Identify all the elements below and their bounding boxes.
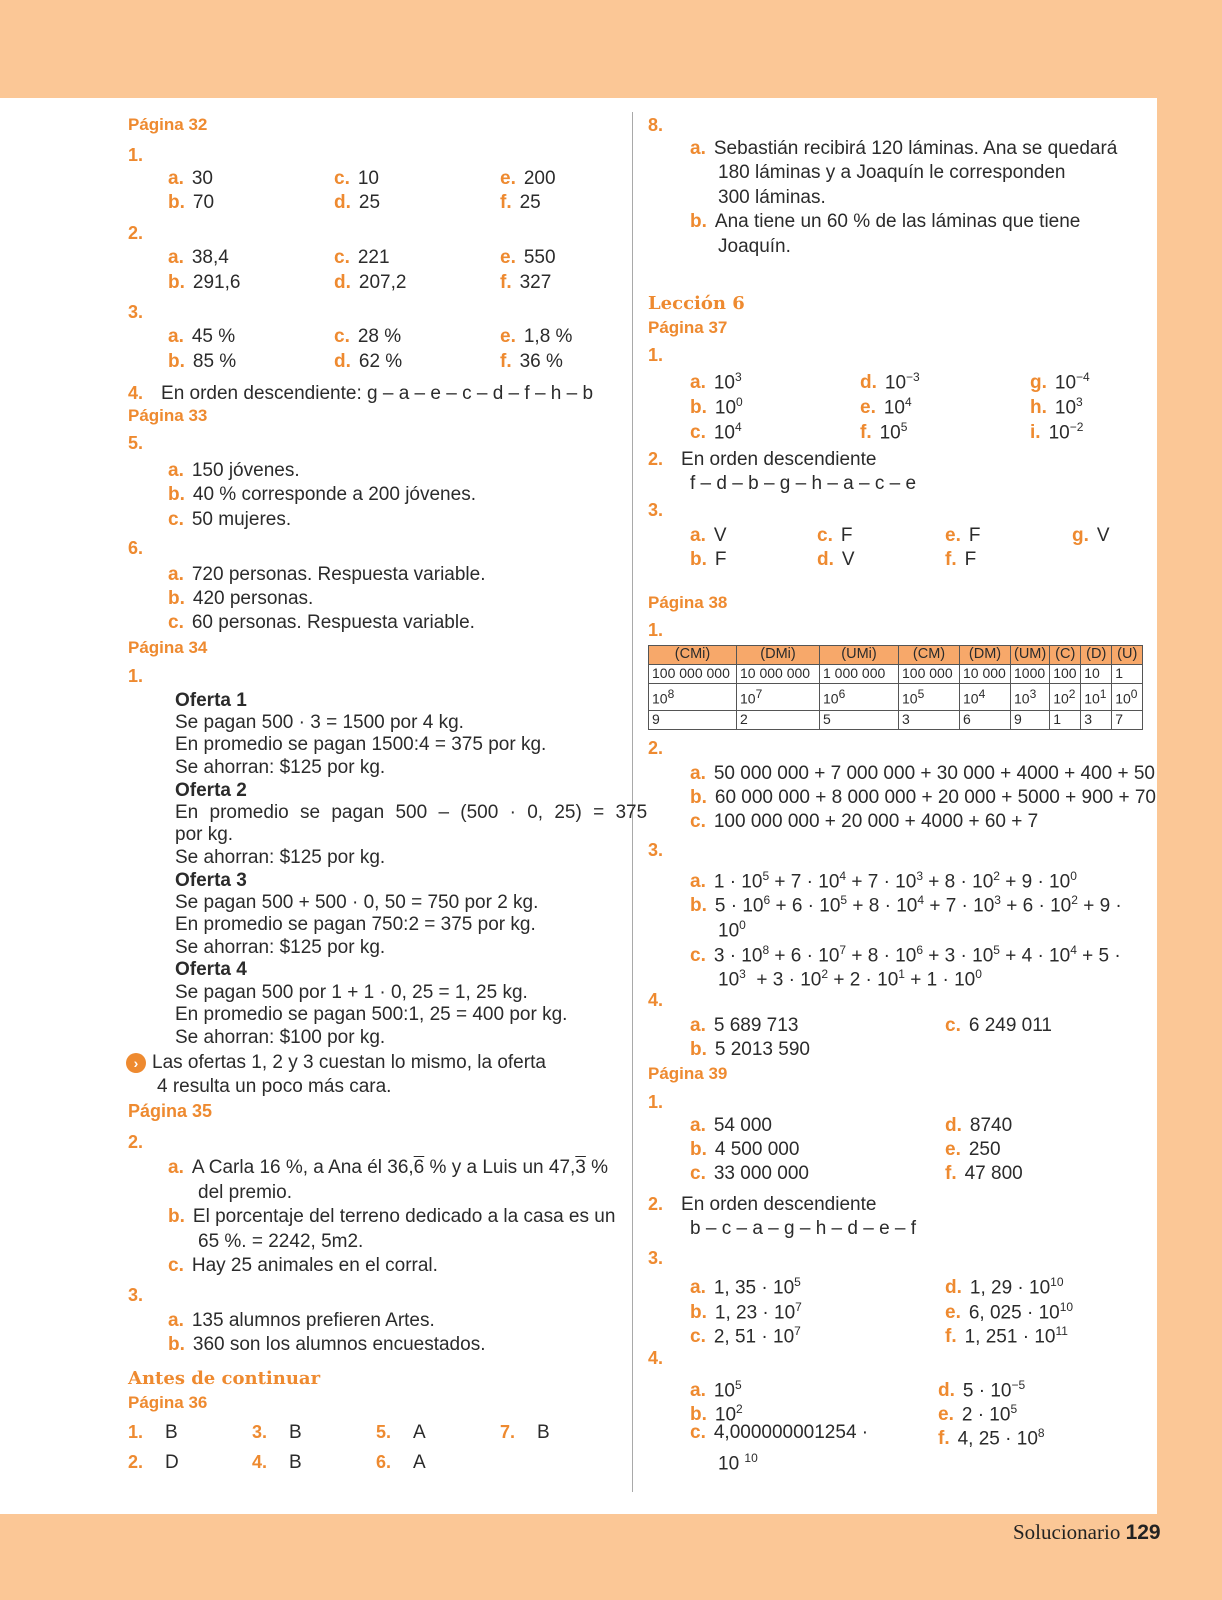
answer: f. 4, $25 \cdot 10^8$ — [938, 1426, 1045, 1450]
answer: a. Sebastián recibirá 120 láminas. Ana se quedará — [690, 138, 1118, 159]
offer-line: En promedio se pagan 750:2 = 375 por kg. — [175, 914, 536, 935]
offer-line: Se pagan 500 · 3 = 1500 por 4 kg. — [175, 712, 464, 733]
table-cell: 3 — [1081, 711, 1112, 730]
section-heading: Antes de continuar — [128, 1368, 321, 1389]
answer: c. 4,000000001254 · — [690, 1422, 869, 1443]
table-cell: 10 — [1081, 665, 1112, 684]
answer: d. $5 \cdot 10^{-5}$ — [938, 1378, 1026, 1402]
page-heading: Página 33 — [128, 406, 208, 425]
table-row — [649, 665, 1143, 684]
answer: a. 1, $35 \cdot 10^5$ — [690, 1275, 801, 1299]
offer-title: Oferta 3 — [175, 870, 247, 891]
answer: d. V — [817, 549, 855, 570]
answer: c. 33 000 000 — [690, 1163, 809, 1184]
offer-line: Se ahorran: $125 por kg. — [175, 757, 386, 778]
table-header-cell: (DM) — [960, 646, 1011, 665]
offer-line: Se pagan 500 por 1 + 1 · 0, 25 = 1, 25 kg. — [175, 982, 528, 1003]
table-cell: 9 — [1011, 711, 1050, 730]
question-number: 3. — [128, 1285, 144, 1305]
answer: f. F — [945, 549, 977, 570]
answer: a. 720 personas. Respuesta variable. — [168, 564, 486, 585]
answer: 6. A — [376, 1452, 426, 1473]
answer: a. 135 alumnos prefieren Artes. — [168, 1310, 435, 1331]
question-number: 5. — [128, 433, 144, 453]
answer: f. 327 — [500, 272, 552, 293]
answer: b. 40 % corresponde a 200 jóvenes. — [168, 484, 476, 505]
answer-line: f – d – b – g – h – a – c – e — [690, 473, 917, 494]
answer: 7. B — [500, 1422, 550, 1443]
table-cell: 6 — [960, 711, 1011, 730]
question-number: 4. — [648, 990, 664, 1010]
table-cell: $10^1$ — [1081, 684, 1112, 711]
table-cell: $10^2$ — [1050, 684, 1081, 711]
answer: e. 1,8 % — [500, 326, 573, 347]
answer-line: 65 %. = 2242, 5m2. — [198, 1231, 364, 1252]
answer-line: 300 láminas. — [718, 187, 826, 208]
answer: f. 36 % — [500, 351, 563, 372]
answer: d. 207,2 — [334, 272, 407, 293]
table-header-row — [649, 646, 1143, 665]
answer: b. 360 son los alumnos encuestados. — [168, 1334, 486, 1355]
answer: c. 10 — [334, 168, 379, 189]
answer: f. 1, $251 \cdot 10^{11}$ — [945, 1324, 1068, 1348]
answer-line: Joaquín. — [718, 236, 791, 257]
question-number: 1. — [128, 145, 144, 165]
question-number: 3. — [648, 500, 664, 520]
answer: b. El porcentaje del terreno dedicado a la casa es un — [168, 1206, 616, 1227]
table-cell: 100 000 000 — [649, 665, 737, 684]
answer: f. $10^5$ — [860, 420, 908, 444]
page-heading: Página 36 — [128, 1393, 208, 1412]
offer-line: Se ahorran: $125 por kg. — [175, 937, 386, 958]
answer-line: del premio. — [198, 1182, 292, 1203]
offer-line: Se ahorran: $100 por kg. — [175, 1027, 386, 1048]
question-number: 6. — [128, 538, 144, 558]
page-heading: Página 38 — [648, 593, 728, 612]
lesson-heading: Lección 6 — [648, 293, 745, 314]
table-header-cell: (C) — [1050, 646, 1081, 665]
answer: a. 50 000 000 + 7 000 000 + 30 000 + 4000 + 400 + 50 — [690, 763, 1155, 784]
answer: 2. En orden descendiente — [648, 449, 877, 470]
answer: c. 6 249 011 — [945, 1015, 1052, 1036]
answer: a. 54 000 — [690, 1115, 772, 1136]
offer-title: Oferta 4 — [175, 959, 247, 980]
answer: b. Ana tiene un 60 % de las láminas que tiene — [690, 211, 1081, 232]
answer: i. $10^{-2}$ — [1030, 420, 1084, 444]
answer: 1. B — [128, 1422, 178, 1443]
question-number: 2. — [128, 223, 144, 243]
table-cell: 1 000 000 — [820, 665, 899, 684]
question-number: 3. — [648, 1248, 664, 1268]
answer: b. 291,6 — [168, 272, 241, 293]
answer: b. 1, $23 \cdot 10^7$ — [690, 1300, 802, 1324]
answer-line: 10 $^{10}$ — [718, 1451, 758, 1475]
answer: c. $10^4$ — [690, 420, 742, 444]
table-cell: 10 000 000 — [737, 665, 820, 684]
answer: b. $5 \cdot 10^6 + 6 \cdot 10^5 + 8 \cdot 10^4 + 7 \cdot 10^3 + 6 \cdot 10^2 + 9$ · — [690, 893, 1122, 917]
answer: 5. A — [376, 1422, 426, 1443]
page-footer — [1013, 1520, 1161, 1545]
answer: d. 1, $29 \cdot 10^{10}$ — [945, 1275, 1064, 1299]
answer: 3. B — [252, 1422, 302, 1443]
answer: c. $3 \cdot 10^8 + 6 \cdot 10^7 + 8 \cdot 10^6 + 3 \cdot 10^5 + 4 \cdot 10^4 + 5$ · — [690, 943, 1121, 967]
table-row — [649, 684, 1143, 711]
page-number: 129 — [1125, 1521, 1161, 1544]
table-header-cell: (U) — [1112, 646, 1143, 665]
arrow-right-icon: › — [126, 1053, 146, 1073]
answer: d. $10^{-3}$ — [860, 370, 920, 394]
answer: e. F — [945, 525, 981, 546]
answer: e. $2 \cdot 10^5$ — [938, 1402, 1018, 1426]
answer: 2. D — [128, 1452, 179, 1473]
question-number: 3. — [648, 840, 664, 860]
page-heading: Página 39 — [648, 1064, 728, 1083]
answer: a. 38,4 — [168, 247, 229, 268]
answer: 2. En orden descendiente — [648, 1194, 877, 1215]
answer: h. $10^3$ — [1030, 395, 1083, 419]
answer: b. 85 % — [168, 351, 237, 372]
table-header-cell: (DMi) — [737, 646, 820, 665]
answer-line: b – c – a – g – h – d – e – f — [690, 1218, 917, 1239]
table-cell: 1 — [1112, 665, 1143, 684]
question-number: 1. — [128, 666, 144, 686]
table-cell: 9 — [649, 711, 737, 730]
answer: a. 5 689 713 — [690, 1015, 799, 1036]
answer: c. 28 % — [334, 326, 402, 347]
answer: f. 25 — [500, 192, 541, 213]
page-heading: Página 37 — [648, 318, 728, 337]
answer: a. $10^5$ — [690, 1378, 742, 1402]
table-cell: $10^3$ — [1011, 684, 1050, 711]
answer: a. 150 jóvenes. — [168, 460, 300, 481]
offer-title: Oferta 1 — [175, 690, 247, 711]
table-header-cell: (UM) — [1011, 646, 1050, 665]
table-cell: $10^0$ — [1112, 684, 1143, 711]
answer: b. 5 2013 590 — [690, 1039, 810, 1060]
table-cell: 3 — [899, 711, 960, 730]
answer: e. 250 — [945, 1139, 1001, 1160]
footer-label: Solucionario — [1013, 1520, 1121, 1544]
question-number: 2. — [128, 1132, 144, 1152]
answer: b. 420 personas. — [168, 588, 314, 609]
answer: e. 6, $025 \cdot 10^{10}$ — [945, 1300, 1074, 1324]
table-cell: 5 — [820, 711, 899, 730]
answer-line: 180 láminas y a Joaquín le corresponden — [718, 162, 1066, 183]
table-cell: 10 000 — [960, 665, 1011, 684]
answer: c. 2, $51 \cdot 10^7$ — [690, 1324, 801, 1348]
question-number: 8. — [648, 115, 664, 135]
answer: b. $10^2$ — [690, 1402, 743, 1426]
answer: f. 47 800 — [945, 1163, 1023, 1184]
table-cell: 7 — [1112, 711, 1143, 730]
answer: c. 100 000 000 + 20 000 + 4000 + 60 + 7 — [690, 811, 1039, 832]
table-cell: 1000 — [1011, 665, 1050, 684]
question-number: 3. — [128, 302, 144, 322]
answer: 4. En orden descendiente: g – a – e – c – d – f – h – b — [128, 383, 594, 404]
answer-line: $10^0$ — [718, 918, 746, 942]
offer-line: Se ahorran: $125 por kg. — [175, 847, 386, 868]
conclusion-line: 4 resulta un poco más cara. — [157, 1076, 392, 1097]
answer: a. 30 — [168, 168, 213, 189]
table-header-cell: (UMi) — [820, 646, 899, 665]
offer-line: En promedio se pagan 500:1, 25 = 400 por kg. — [175, 1004, 568, 1025]
table-cell: $10^6$ — [820, 684, 899, 711]
table-cell: 1 — [1050, 711, 1081, 730]
answer: g. $10^{-4}$ — [1030, 370, 1090, 394]
answer: c. F — [817, 525, 853, 546]
answer: b. 4 500 000 — [690, 1139, 800, 1160]
table-cell: $10^8$ — [649, 684, 737, 711]
answer: e. $10^4$ — [860, 395, 912, 419]
question-number: 1. — [648, 1092, 664, 1112]
answer-line: $10^3 + 3 \cdot 10^2 + 2 \cdot 10^1 + 1 \cdot 10^0$ — [718, 967, 982, 991]
answer: b. 70 — [168, 192, 215, 213]
offer-line: En promedio se pagan 500 – (500 · 0, 25) = 375 — [175, 802, 648, 823]
answer: c. 60 personas. Respuesta variable. — [168, 612, 475, 633]
answer: g. V — [1072, 525, 1110, 546]
answer: a. $10^3$ — [690, 370, 742, 394]
page-heading: Página 35 — [128, 1101, 213, 1121]
offer-line: por kg. — [175, 824, 234, 845]
answer: b. $10^0$ — [690, 395, 743, 419]
table-cell: 100 000 — [899, 665, 960, 684]
answer: d. 25 — [334, 192, 381, 213]
place-value-table — [648, 645, 1143, 730]
answer: b. 60 000 000 + 8 000 000 + 20 000 + 5000 + 900 + 70 — [690, 787, 1156, 808]
answer: a. $1 \cdot 10^5 + 7 \cdot 10^4 + 7 \cdot 10^3 + 8 \cdot 10^2 + 9 \cdot 10^0$ — [690, 869, 1077, 893]
table-cell: $10^5$ — [899, 684, 960, 711]
answer: c. 50 mujeres. — [168, 509, 292, 530]
answer: d. 62 % — [334, 351, 403, 372]
table-row — [649, 711, 1143, 730]
offer-title: Oferta 2 — [175, 780, 247, 801]
offer-line: En promedio se pagan 1500:4 = 375 por kg. — [175, 734, 547, 755]
answer: 4. B — [252, 1452, 302, 1473]
answer: a. 45 % — [168, 326, 236, 347]
table-cell: 100 — [1050, 665, 1081, 684]
table-cell: $10^4$ — [960, 684, 1011, 711]
answer: a. V — [690, 525, 727, 546]
page-heading: Página 34 — [128, 638, 208, 657]
conclusion: › Las ofertas 1, 2 y 3 cuestan lo mismo, la oferta — [126, 1051, 546, 1075]
question-number: 1. — [648, 345, 664, 365]
answer: c. 221 — [334, 247, 390, 268]
answer: b. F — [690, 549, 727, 570]
page-heading: Página 32 — [128, 115, 208, 134]
question-number: 2. — [648, 738, 664, 758]
question-number: 1. — [648, 620, 664, 640]
table-header-cell: (CM) — [899, 646, 960, 665]
table-cell: $10^7$ — [737, 684, 820, 711]
answer: e. 550 — [500, 247, 556, 268]
table-header-cell: (D) — [1081, 646, 1112, 665]
table-cell: 2 — [737, 711, 820, 730]
offer-line: Se pagan 500 + 500 · 0, 50 = 750 por 2 kg. — [175, 892, 539, 913]
question-number: 4. — [648, 1348, 664, 1368]
answer: a. A Carla 16 %, a Ana él 36,6 % y a Luis un 47,3 % — [168, 1157, 609, 1178]
answer: d. 8740 — [945, 1115, 1013, 1136]
table-header-cell: (CMi) — [649, 646, 737, 665]
answer: c. Hay 25 animales en el corral. — [168, 1255, 438, 1276]
answer: e. 200 — [500, 168, 556, 189]
